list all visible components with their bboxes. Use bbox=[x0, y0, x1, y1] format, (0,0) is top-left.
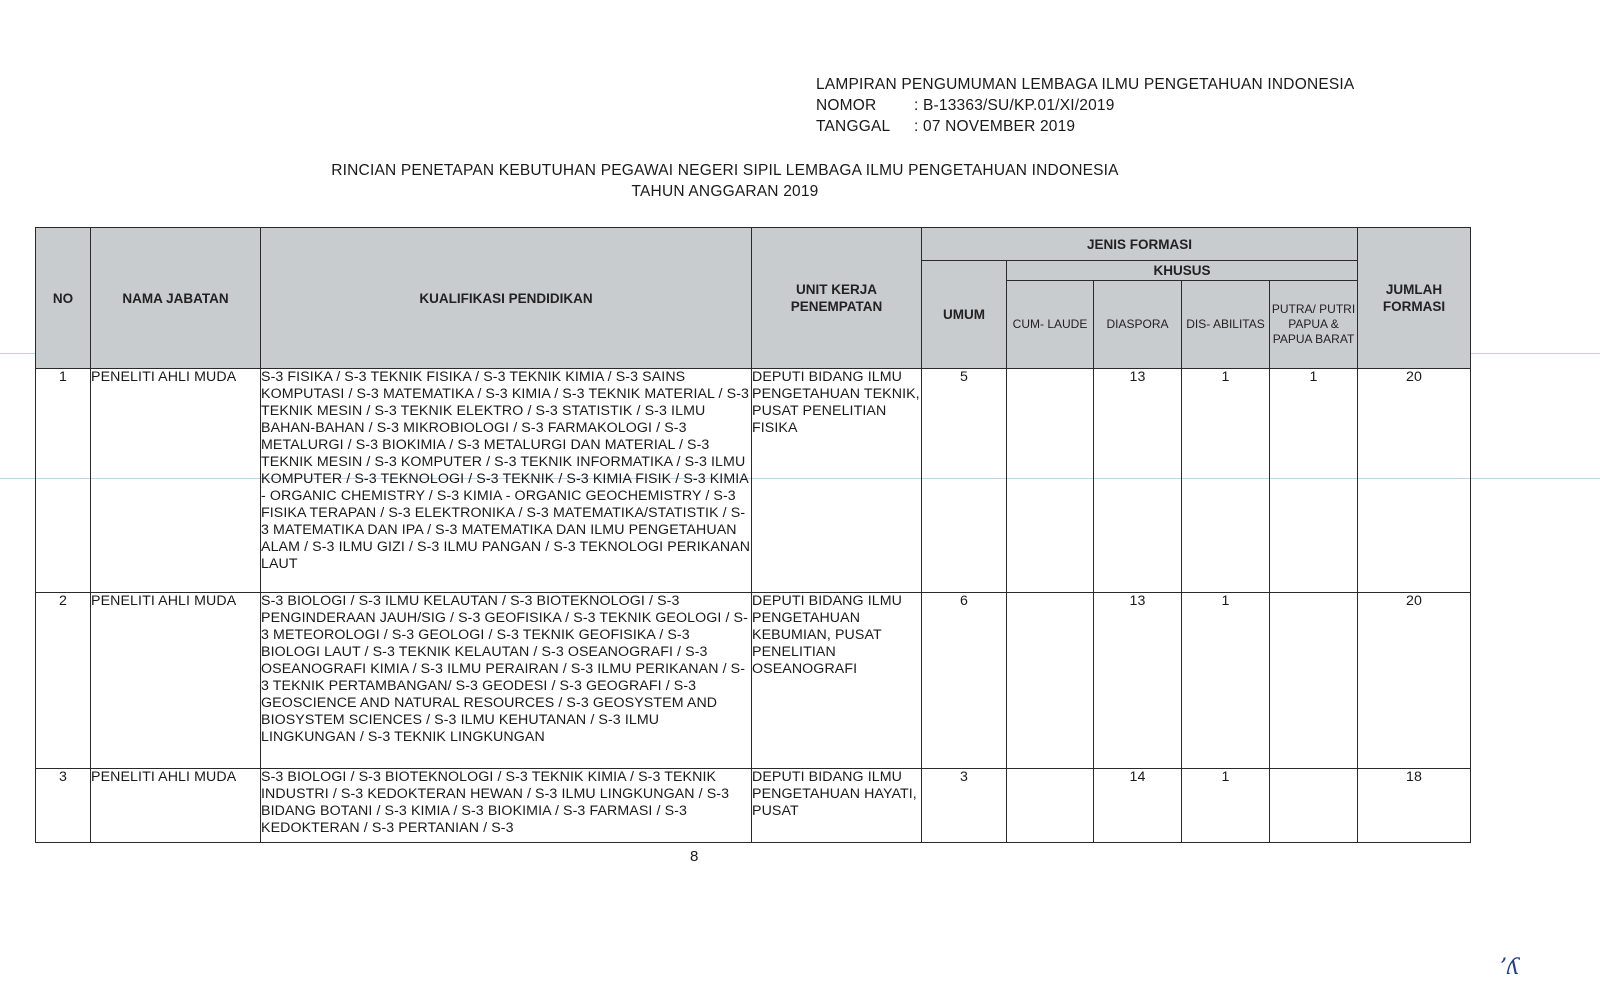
cell-papua: 1 bbox=[1270, 369, 1358, 593]
header-jenis-formasi: JENIS FORMASI bbox=[922, 228, 1358, 261]
header-umum: UMUM bbox=[922, 261, 1007, 369]
cell-no: 3 bbox=[36, 769, 91, 843]
cell-jumlah: 20 bbox=[1358, 593, 1471, 769]
cell-unit-kerja: DEPUTI BIDANG ILMU PENGETAHUAN KEBUMIAN, PUSAT PENELITIAN OSEANOGRAFI bbox=[752, 593, 922, 769]
header-diaspora: DIASPORA bbox=[1094, 281, 1182, 369]
header-nama-jabatan: NAMA JABATAN bbox=[91, 228, 261, 369]
cell-umum: 5 bbox=[922, 369, 1007, 593]
table-row bbox=[36, 369, 1471, 593]
header-jumlah-formasi: JUMLAH FORMASI bbox=[1358, 228, 1471, 369]
table-row bbox=[36, 769, 1471, 843]
header-kualifikasi: KUALIFIKASI PENDIDIKAN bbox=[261, 228, 752, 369]
header-title: LAMPIRAN PENGUMUMAN LEMBAGA ILMU PENGETAHUAN INDONESIA bbox=[816, 76, 1355, 93]
header-no: NO bbox=[36, 228, 91, 369]
table-row bbox=[36, 593, 1471, 769]
header-nomor-row bbox=[816, 95, 1354, 116]
cell-papua bbox=[1270, 593, 1358, 769]
header-tanggal-row bbox=[816, 116, 1354, 137]
header-nomor-value: : B-13363/SU/KP.01/XI/2019 bbox=[914, 97, 1115, 114]
cell-diaspora: 13 bbox=[1094, 593, 1182, 769]
cell-no: 1 bbox=[36, 369, 91, 593]
header-cumlaude: CUM- LAUDE bbox=[1007, 281, 1094, 369]
formation-table bbox=[35, 227, 1471, 843]
cell-cumlaude bbox=[1007, 769, 1094, 843]
cell-cumlaude bbox=[1007, 369, 1094, 593]
cell-papua bbox=[1270, 769, 1358, 843]
cell-cumlaude bbox=[1007, 593, 1094, 769]
cell-nama-jabatan: PENELITI AHLI MUDA bbox=[91, 369, 261, 593]
cell-umum: 6 bbox=[922, 593, 1007, 769]
cell-disabilitas: 1 bbox=[1182, 769, 1270, 843]
cell-unit-kerja: DEPUTI BIDANG ILMU PENGETAHUAN HAYATI, PUSAT bbox=[752, 769, 922, 843]
header-tanggal-value: : 07 NOVEMBER 2019 bbox=[914, 118, 1076, 135]
cell-jumlah: 20 bbox=[1358, 369, 1471, 593]
cell-kualifikasi: S-3 BIOLOGI / S-3 ILMU KELAUTAN / S-3 BIOTEKNOLOGI / S-3 PENGINDERAAN JAUH/SIG / S-3 GEOFISIKA / S-3 TEKNIK GEOLOGI / S-3 METEOROLOGI / S-3 GEOLOGI / S-3 TEKNIK GEOFISIKA / S-3 BIOLOGI LAUT / S-3 TEKNIK KELAUTAN / S-3 OSEANOGRAFI / S-3 OSEANOGRAFI KIMIA / S-3 ILMU PERAIRAN / S-3 ILMU PERIKANAN / S-3 TEKNIK PERTAMBANGAN/ S-3 GEODESI / S-3 GEOGRAFI / S-3 GEOSCIENCE AND NATURAL RESOURCES / S-3 GEOSYSTEM AND BIOSYSTEM SCIENCES / S-3 ILMU KEHUTANAN / S-3 ILMU LINGKUNGAN / S-3 TEKNIK LINGKUNGAN bbox=[261, 593, 752, 769]
cell-jumlah: 18 bbox=[1358, 769, 1471, 843]
cell-unit-kerja: DEPUTI BIDANG ILMU PENGETAHUAN TEKNIK, PUSAT PENELITIAN FISIKA bbox=[752, 369, 922, 593]
cell-nama-jabatan: PENELITI AHLI MUDA bbox=[91, 769, 261, 843]
cell-nama-jabatan: PENELITI AHLI MUDA bbox=[91, 593, 261, 769]
document-subtitle: TAHUN ANGGARAN 2019 bbox=[631, 183, 819, 200]
document-title: RINCIAN PENETAPAN KEBUTUHAN PEGAWAI NEGERI SIPIL LEMBAGA ILMU PENGETAHUAN INDONESIA bbox=[331, 162, 1119, 179]
handwritten-initial: ’ʎ bbox=[1500, 955, 1520, 980]
cell-no: 2 bbox=[36, 593, 91, 769]
header-khusus: KHUSUS bbox=[1007, 261, 1358, 281]
header-disabilitas: DIS- ABILITAS bbox=[1182, 281, 1270, 369]
document-titles bbox=[0, 160, 1450, 202]
cell-disabilitas: 1 bbox=[1182, 369, 1270, 593]
header-block bbox=[816, 74, 1354, 137]
header-nomor-label: NOMOR bbox=[816, 97, 877, 114]
header-papua: PUTRA/ PUTRI PAPUA & PAPUA BARAT bbox=[1270, 281, 1358, 369]
cell-disabilitas: 1 bbox=[1182, 593, 1270, 769]
header-unit-kerja: UNIT KERJA PENEMPATAN bbox=[752, 228, 922, 369]
page-number: 8 bbox=[690, 848, 699, 865]
cell-kualifikasi: S-3 BIOLOGI / S-3 BIOTEKNOLOGI / S-3 TEKNIK KIMIA / S-3 TEKNIK INDUSTRI / S-3 KEDOKTERAN HEWAN / S-3 ILMU LINGKUNGAN / S-3 BIDANG BOTANI / S-3 KIMIA / S-3 BIOKIMIA / S-3 FARMASI / S-3 KEDOKTERAN / S-3 PERTANIAN / S-3 bbox=[261, 769, 752, 843]
cell-diaspora: 13 bbox=[1094, 369, 1182, 593]
cell-kualifikasi: S-3 FISIKA / S-3 TEKNIK FISIKA / S-3 TEKNIK KIMIA / S-3 SAINS KOMPUTASI / S-3 MATEMATIKA / S-3 KIMIA / S-3 TEKNIK MATERIAL / S-3 TEKNIK MESIN / S-3 TEKNIK ELEKTRO / S-3 STATISTIK / S-3 ILMU BAHAN-BAHAN / S-3 MIKROBIOLOGI / S-3 FARMAKOLOGI / S-3 METALURGI / S-3 BIOKIMIA / S-3 METALURGI DAN MATERIAL / S-3 TEKNIK MESIN / S-3 KOMPUTER / S-3 TEKNIK INFORMATIKA / S-3 ILMU KOMPUTER / S-3 TEKNOLOGI / S-3 TEKNIK / S-3 KIMIA FISIK / S-3 KIMIA - ORGANIC CHEMISTRY / S-3 KIMIA - ORGANIC GEOCHEMISTRY / S-3 FISIKA TERAPAN / S-3 ELEKTRONIKA / S-3 MATEMATIKA/STATISTIK / S-3 MATEMATIKA DAN IPA / S-3 MATEMATIKA DAN ILMU PENGETAHUAN ALAM / S-3 ILMU GIZI / S-3 ILMU PANGAN / S-3 TEKNOLOGI PERIKANAN LAUT bbox=[261, 369, 752, 593]
cell-diaspora: 14 bbox=[1094, 769, 1182, 843]
header-tanggal-label: TANGGAL bbox=[816, 118, 891, 135]
cell-umum: 3 bbox=[922, 769, 1007, 843]
